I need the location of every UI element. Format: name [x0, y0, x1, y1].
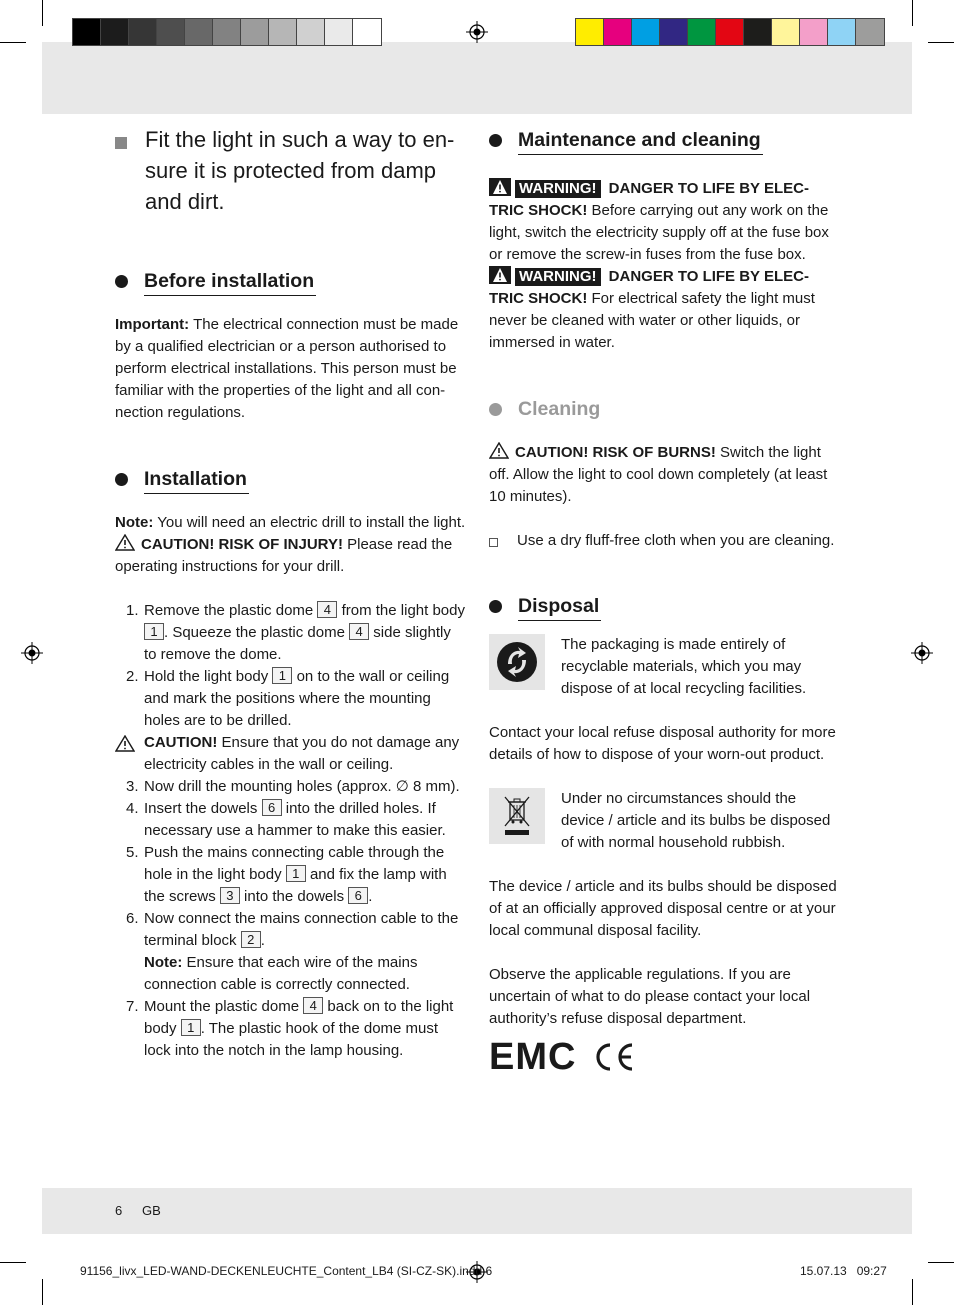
step-text: . The plastic hook of the dome must lock into the notch in the lamp housing.	[144, 1020, 439, 1059]
file-slug: 91156_livx_LED-WAND-DECKENLEUCHTE_Content_LB4 (SI-CZ-SK).indd 6	[80, 1264, 493, 1278]
ce-mark-icon	[592, 1042, 634, 1072]
important-label: Important:	[115, 316, 190, 333]
color-swatch	[157, 19, 185, 45]
emc-mark: EMC	[489, 1036, 577, 1078]
step-text: Insert the dowels	[144, 800, 262, 817]
step-text: Push the mains connecting cable through the hole in the light body	[144, 844, 445, 883]
caution-label: CAUTION! RISK OF BURNS!	[515, 444, 716, 461]
bin-text: Under no circumstances should the device / article and its bulbs be disposed of with normal household rubbish.	[561, 790, 831, 851]
step-number: 2.	[126, 668, 139, 685]
warning-triangle-icon	[115, 534, 135, 551]
warning-paragraph	[489, 266, 841, 354]
part-reference: 6	[348, 887, 368, 904]
green-dot-recycling-icon	[489, 634, 545, 690]
list-item	[489, 530, 841, 552]
approved-paragraph: The device / article and its bulbs should be disposed of at an officially approved disposal centre or at your local communal disposal facility.	[489, 878, 837, 939]
registration-mark-icon	[911, 642, 933, 664]
packaging-text: The packaging is made entirely of recyclable materials, which you may dispose of at local recycling facilities.	[561, 636, 807, 697]
language-code: GB	[142, 1203, 161, 1218]
caution-text: Please read the operating instructions for your drill.	[115, 536, 453, 575]
part-reference: 1	[181, 1019, 201, 1036]
color-swatch	[129, 19, 157, 45]
list-item	[115, 666, 467, 732]
compliance-marks	[489, 1036, 841, 1078]
step-number: 6.	[126, 910, 139, 927]
color-swatch	[576, 19, 604, 45]
step-text: into the dowels	[239, 888, 349, 905]
crop-mark	[0, 42, 26, 43]
part-reference: 6	[262, 799, 282, 816]
color-swatch	[800, 19, 828, 45]
warning-text: For electrical safety the light must never be cleaned with water or other liquids, or immersed in water.	[489, 290, 815, 351]
step-text: .	[260, 932, 265, 949]
heading-text: Installation	[144, 465, 249, 494]
step-text: Hold the light body	[144, 668, 273, 685]
step-text: side slightly to remove the dome.	[144, 624, 451, 663]
color-swatch	[325, 19, 353, 45]
crop-mark	[42, 1279, 43, 1305]
step-text: .	[368, 888, 373, 905]
step-text: Now drill the mounting holes (approx. ∅ 8 mm).	[144, 778, 460, 795]
warning-triangle-icon	[489, 178, 511, 196]
section-heading-cleaning	[489, 395, 841, 425]
section-heading-maintenance	[489, 126, 841, 156]
note-paragraph	[115, 512, 467, 534]
color-swatch	[856, 19, 884, 45]
bullet-dot-icon	[489, 600, 502, 613]
bottom-band	[42, 1188, 912, 1234]
heading-text: Maintenance and cleaning	[518, 126, 763, 155]
color-swatch	[632, 19, 660, 45]
warning-label: DANGER TO LIFE BY ELEC-TRIC SHOCK!	[489, 180, 809, 219]
crop-mark	[928, 1262, 954, 1263]
part-reference: 1	[144, 623, 164, 640]
part-reference: 1	[272, 667, 292, 684]
step-text: back on to the light body	[144, 998, 454, 1037]
step-text: from the light body	[337, 602, 465, 619]
registration-mark-icon	[21, 642, 43, 664]
part-reference: 4	[303, 997, 323, 1014]
page-number: 6	[115, 1203, 123, 1218]
color-swatch	[688, 19, 716, 45]
step-number: 1.	[126, 602, 139, 619]
step-number: 3.	[126, 778, 139, 795]
step-text: into the drilled holes. If necessary use a hammer to make this easier.	[144, 800, 446, 839]
list-item	[115, 908, 467, 996]
crossed-out-bin-icon	[489, 788, 545, 844]
installation-steps	[115, 600, 467, 732]
heading-text: Cleaning	[518, 398, 601, 420]
color-swatch	[297, 19, 325, 45]
crop-mark	[912, 0, 913, 26]
caution-label: CAUTION! RISK OF INJURY!	[141, 536, 343, 553]
color-swatch	[241, 19, 269, 45]
part-reference: 4	[349, 623, 369, 640]
step-text: . Squeeze the plastic dome	[164, 624, 350, 641]
step-number: 7.	[126, 998, 139, 1015]
caution-paragraph	[489, 442, 841, 508]
section-heading-installation	[115, 465, 467, 495]
color-swatch	[101, 19, 129, 45]
step-number: 5.	[126, 844, 139, 861]
bullet-dot-icon	[115, 275, 128, 288]
warning-triangle-icon	[115, 735, 135, 752]
color-swatch	[772, 19, 800, 45]
warning-triangle-icon	[489, 442, 509, 459]
heading-text: Before installation	[144, 267, 316, 296]
right-column	[489, 120, 841, 1078]
color-swatch	[73, 19, 101, 45]
packaging-note	[489, 634, 841, 700]
list-item-text: Use a dry fluff-free cloth when you are cleaning.	[517, 532, 835, 549]
step-text: Mount the plastic dome	[144, 998, 304, 1015]
warning-badge: WARNING!	[515, 268, 601, 286]
section-heading-before-installation	[115, 267, 467, 297]
note-label: Note:	[144, 954, 183, 971]
bullet-dot-icon	[489, 134, 502, 147]
warning-badge: WARNING!	[515, 180, 601, 198]
note-text: You will need an electric drill to install the light.	[153, 514, 466, 531]
color-swatch	[744, 19, 772, 45]
warning-label: DANGER TO LIFE BY ELEC-TRIC SHOCK!	[489, 268, 809, 307]
bin-note	[489, 788, 841, 854]
list-item	[115, 776, 467, 798]
print-timestamp: 15.07.13 09:27	[800, 1264, 887, 1278]
registration-mark-icon	[466, 21, 488, 43]
color-swatch	[660, 19, 688, 45]
checkbox-bullet-icon	[489, 538, 498, 547]
color-swatch	[213, 19, 241, 45]
part-reference: 4	[317, 601, 337, 618]
crop-mark	[42, 0, 43, 26]
caution-label: CAUTION!	[144, 734, 218, 751]
part-reference: 1	[286, 865, 306, 882]
step-text: and fix the lamp with the screws	[144, 866, 447, 905]
list-item	[115, 798, 467, 842]
warning-text: Before carrying out any work on the light, switch the electricity supply off at the fuse box or remove the screw-in fuses from the fuse box.	[489, 202, 829, 263]
part-reference: 2	[241, 931, 261, 948]
note-text: Ensure that each wire of the mains connection cable is correctly connected.	[144, 954, 418, 993]
warning-triangle-icon	[489, 266, 511, 284]
note-label: Note:	[115, 514, 154, 531]
top-band	[42, 42, 912, 114]
grey-color-strip	[72, 18, 382, 46]
heading-text: Disposal	[518, 592, 601, 621]
process-color-strip	[575, 18, 885, 46]
color-swatch	[353, 19, 381, 45]
caution-text: Switch the light off. Allow the light to cool down completely (at least 10 minutes).	[489, 444, 828, 505]
crop-mark	[928, 42, 954, 43]
color-swatch	[828, 19, 856, 45]
square-bullet-icon	[115, 137, 127, 149]
warning-paragraph	[489, 178, 841, 266]
section-heading-disposal	[489, 592, 841, 622]
list-item	[115, 600, 467, 666]
step-text: on to the wall or ceiling and mark the positions where the mounting holes are to be drilled.	[144, 668, 450, 729]
color-swatch	[185, 19, 213, 45]
step-number: 4.	[126, 800, 139, 817]
part-reference: 3	[220, 887, 240, 904]
color-swatch	[604, 19, 632, 45]
caution-text: Ensure that you do not damage any electricity cables in the wall or ceiling.	[144, 734, 460, 773]
intro-bullet	[115, 124, 467, 217]
step-text: Remove the plastic dome	[144, 602, 318, 619]
caution-paragraph	[115, 534, 467, 578]
crop-mark	[0, 1262, 26, 1263]
color-swatch	[716, 19, 744, 45]
list-item	[115, 996, 467, 1062]
step-text: Now connect the mains connection cable to the terminal block	[144, 910, 459, 949]
list-item	[115, 842, 467, 908]
crop-mark	[912, 1279, 913, 1305]
regulations-paragraph: Observe the applicable regulations. If you are uncertain of what to do please contact your local authority’s refuse disposal department.	[489, 966, 811, 1027]
left-column	[115, 120, 467, 1062]
caution-callout	[115, 732, 467, 776]
color-swatch	[269, 19, 297, 45]
intro-bullet-text: Fit the light in such a way to en-sure it is protected from damp and dirt.	[145, 127, 455, 214]
installation-steps-continued	[115, 776, 467, 1062]
contact-paragraph: Contact your local refuse disposal authority for more details of how to dispose of your worn-out product.	[489, 724, 836, 763]
bullet-dot-icon	[115, 473, 128, 486]
bullet-dot-icon	[489, 403, 502, 416]
important-text: The electrical connection must be made by a qualified electrician or a person authorised to perform electrical installations. This person must be familiar with the properties of the light and all con-nection regulations.	[115, 316, 459, 421]
important-paragraph	[115, 314, 467, 424]
